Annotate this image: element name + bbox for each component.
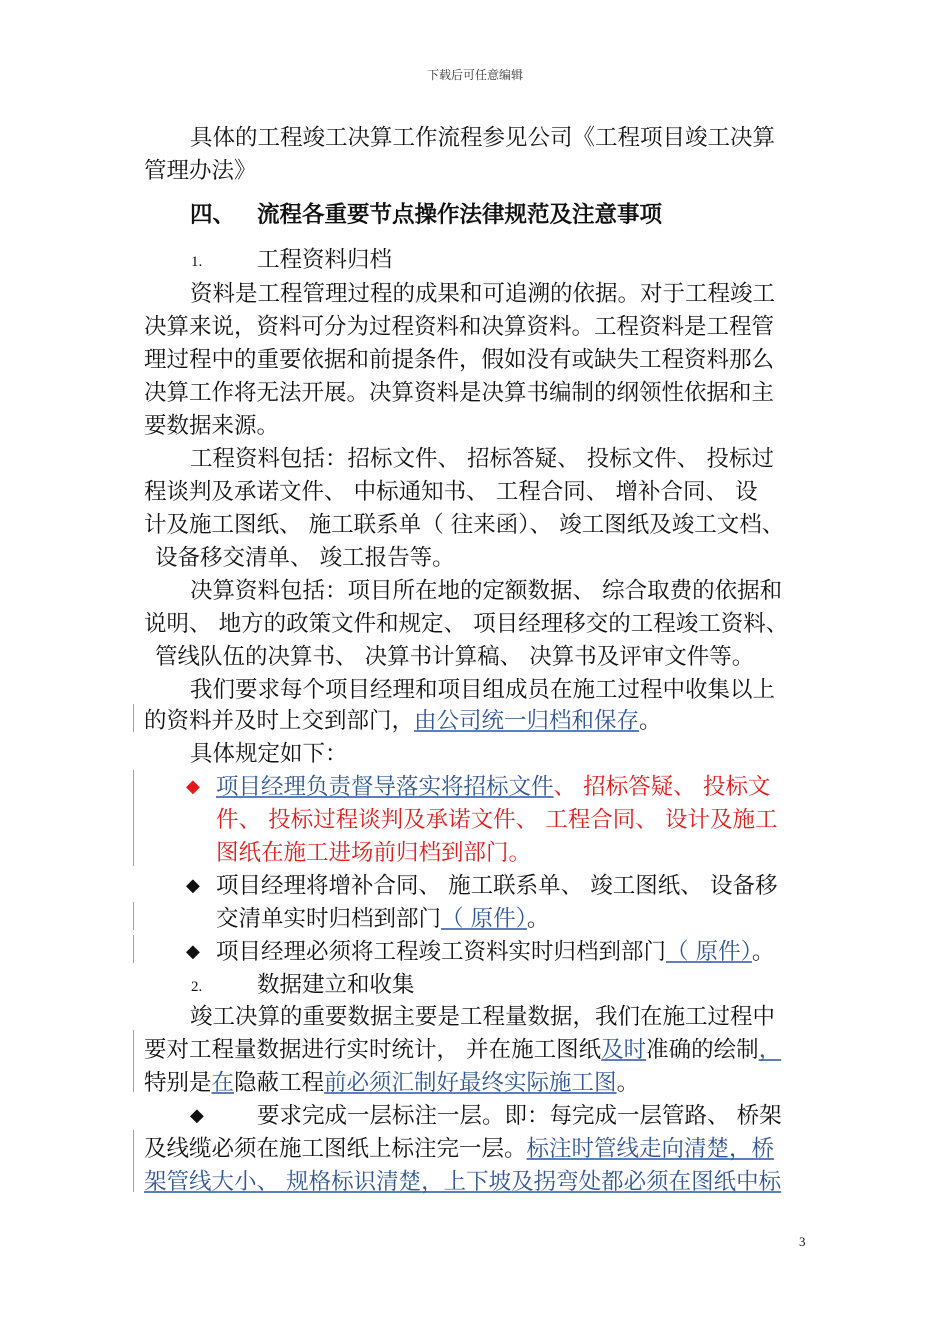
text-run: 准确的绘制 [646, 1037, 759, 1063]
revision-bar [133, 1130, 134, 1192]
text-run: 。 [526, 906, 550, 932]
text-run: 、 招标答疑、 投标文 [553, 774, 771, 800]
subsection-number: 2. [191, 979, 203, 995]
tracked-change-text: （ 原件） [666, 939, 752, 965]
tracked-change-text: 标注时管线走向清楚，桥 [526, 1136, 775, 1162]
paragraph-line [144, 1134, 774, 1164]
revision-bar [133, 770, 134, 866]
text-run: 特别是 [144, 1070, 212, 1096]
section-number: 四、 [190, 202, 236, 228]
black-diamond-icon: ◆ [186, 875, 200, 896]
tracked-change-text: 由公司统一归档和保存 [414, 708, 640, 734]
text-run: 交清单实时归档到部门 [216, 906, 442, 932]
revision-bar [133, 704, 134, 732]
paragraph-line: 理过程中的重要依据和前提条件，假如没有或缺失工程资料那么 [144, 347, 775, 373]
page-header: 下载后可任意编辑 [426, 68, 523, 82]
tracked-change-text: 在 [211, 1070, 235, 1096]
black-diamond-icon: ◆ [190, 1105, 204, 1126]
subsection-heading: 工程资料归档 [257, 247, 393, 273]
tracked-change-text: 架管线大小、 规格标识清楚，上下坡及拐弯处都必须在图纸中标 [144, 1169, 782, 1195]
paragraph-line: 要数据来源。 [144, 413, 280, 439]
text-run: 。 [751, 939, 775, 965]
text-run: 要对工程量数据进行实时统计， 并在施工图纸 [144, 1037, 602, 1063]
text-run: 的资料并及时上交到部门， [144, 708, 415, 734]
subsection-number: 1. [191, 254, 203, 270]
text-run: 隐蔽工程 [234, 1070, 325, 1096]
paragraph-line: 具体规定如下： [190, 741, 348, 767]
paragraph-line: 要求完成一层标注一层。即：每完成一层管路、 桥架 [257, 1103, 782, 1129]
subsection-heading: 数据建立和收集 [257, 972, 415, 998]
paragraph-line: 具体的工程竣工决算工作流程参见公司《工程项目竣工决算 [190, 125, 776, 151]
paragraph-line: 我们要求每个项目经理和项目组成员在施工过程中收集以上 [190, 677, 776, 703]
paragraph-line [144, 1068, 639, 1098]
paragraph-line: 决算工作将无法开展。决算资料是决算书编制的纲领性依据和主 [144, 380, 775, 406]
paragraph-line: 程谈判及承诺文件、 中标通知书、 工程合同、 增补合同、 设 [144, 479, 758, 505]
text-run: 。 [616, 1070, 640, 1096]
tracked-change-text: （ 原件） [441, 906, 527, 932]
bullet-line: 项目经理将增补合同、 施工联系单、 竣工图纸、 设备移 [216, 873, 778, 899]
text-run: 及线缆必须在施工图纸上标注完一层。 [144, 1136, 527, 1162]
black-diamond-icon: ◆ [186, 776, 200, 797]
paragraph-line: 计及施工图纸、 施工联系单（ 往来函）、 竣工图纸及竣工文档、 [144, 512, 785, 538]
bullet-line: 件、 投标过程谈判及承诺文件、 工程合同、 设计及施工 [216, 807, 778, 833]
paragraph-line: 说明、 地方的政策文件和规定、 项目经理移交的工程竣工资料、 [144, 611, 789, 637]
paragraph-line: 决算来说，资料可分为过程资料和决算资料。工程资料是工程管 [144, 314, 775, 340]
tracked-change-text: 项目经理负责督导落实将招标文件 [216, 774, 554, 800]
bullet-line: 图纸在施工进场前归档到部门。 [216, 840, 532, 866]
paragraph-line: 管线队伍的决算书、 决算书计算稿、 决算书及评审文件等。 [155, 644, 755, 670]
bullet-line [216, 772, 770, 802]
bullet-line [216, 937, 774, 967]
revision-bar [133, 902, 134, 930]
paragraph-line: 竣工决算的重要数据主要是工程量数据，我们在施工过程中 [190, 1004, 776, 1030]
paragraph-line [144, 1035, 781, 1065]
revision-bar [133, 1030, 134, 1092]
tracked-change-text: 前必须汇制好最终实际施工图 [324, 1070, 617, 1096]
tracked-change-text: ， [758, 1037, 782, 1063]
bullet-line [216, 904, 549, 934]
tracked-change-text: 及时 [601, 1037, 647, 1063]
text-run: 项目经理必须将工程竣工资料实时归档到部门 [216, 939, 667, 965]
black-diamond-icon: ◆ [186, 941, 200, 962]
paragraph-line: 决算资料包括：项目所在地的定额数据、 综合取费的依据和 [190, 578, 783, 604]
paragraph-line [144, 706, 662, 736]
text-run: 。 [639, 708, 662, 734]
paragraph-line: 资料是工程管理过程的成果和可追溯的依据。对于工程竣工 [190, 281, 776, 307]
revision-bar [133, 935, 134, 963]
paragraph-line: 设备移交清单、 竣工报告等。 [155, 545, 455, 571]
page-number: 3 [799, 1234, 806, 1249]
paragraph-line: 管理办法》 [144, 158, 257, 184]
section-heading: 流程各重要节点操作法律规范及注意事项 [257, 202, 663, 228]
paragraph-line: 工程资料包括：招标文件、 招标答疑、 投标文件、 投标过 [190, 446, 774, 472]
